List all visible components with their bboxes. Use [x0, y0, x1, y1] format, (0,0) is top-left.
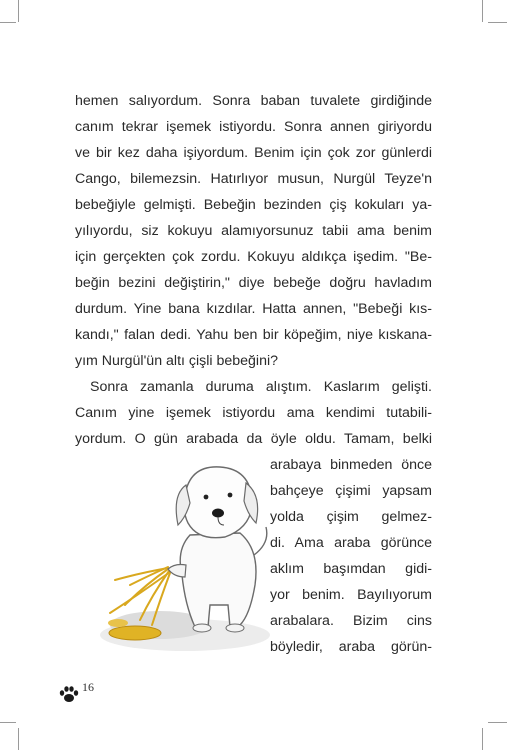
text-line: ve bir kez daha işiyordum. Benim için çok zor günlerdi [75, 145, 432, 161]
text-line: durdum. Yine bana kızdılar. Hatta annen, "Bebeği kıs- [75, 301, 432, 317]
crop-mark [482, 0, 483, 22]
crop-mark [18, 0, 19, 22]
text-line: Canım yine işemek istiyordu ama kendimi tutabili- [75, 405, 432, 421]
crop-mark [488, 722, 507, 723]
puppy-leg [168, 565, 186, 578]
text-line: arabalara. Bizim cins [270, 613, 432, 629]
puppy-illustration [90, 455, 275, 655]
puppy-eye [204, 495, 209, 500]
text-line: için gerçekten çok zordu. Kokuyu aldıkça işedim. "Be- [75, 249, 432, 265]
text-line: di. Ama araba görünce [270, 535, 432, 551]
puddle [109, 626, 161, 640]
text-line: böyledir, araba görün- [270, 639, 432, 655]
text-line: aklım başımdan gidi- [270, 561, 432, 577]
text-line: bahçeye çişimi yapsam [270, 483, 432, 499]
text-line: Cango, bilemezsin. Hatırlıyor musun, Nurgül Teyze'n [75, 171, 432, 187]
text-line: hemen salıyordum. Sonra baban tuvalete girdiğinde [75, 93, 432, 109]
puppy-paw [193, 624, 211, 632]
text-line: yolda çişim gelmez- [270, 509, 432, 525]
crop-mark [488, 22, 507, 23]
puppy-nose [212, 509, 224, 518]
puppy-eye [228, 493, 233, 498]
puppy-paw [226, 624, 244, 632]
text-line: arabaya binmeden önce [270, 457, 432, 473]
text-line: Sonra zamanla duruma alıştım. Kaslarım gelişti. [90, 379, 432, 395]
text-line: canım tekrar işemek istiyordu. Sonra annen giriyordu [75, 119, 432, 135]
crop-mark [0, 722, 16, 723]
text-line: yım Nurgül'ün altı çişli bebeğini? [75, 353, 279, 369]
text-line: bebeğiyle gelmişti. Bebeğin bezinden çiş kokuları ya- [75, 197, 432, 213]
paw-icon [58, 684, 80, 704]
crop-mark [482, 728, 483, 750]
text-line: yor benim. Bayılıyorum [270, 587, 432, 603]
text-line: kandı," falan dedi. Yahu ben bir köpeğim, niye kıskana- [75, 327, 432, 343]
page-number: 16 [82, 680, 94, 694]
text-line: yordum. O gün arabada da öyle oldu. Tamam, belki [75, 431, 432, 447]
crop-mark [0, 22, 16, 23]
puppy-tail [254, 527, 267, 555]
puppy-head [184, 467, 252, 538]
puddle [108, 619, 128, 627]
crop-mark [18, 728, 19, 750]
text-line: beğin bezini değiştirin," diye bebeğe doğru havladım [75, 275, 432, 291]
puppy-body [180, 533, 256, 627]
text-line: yılıyordu, siz kokuyu alamıyorsunuz tabii ama benim [75, 223, 432, 239]
